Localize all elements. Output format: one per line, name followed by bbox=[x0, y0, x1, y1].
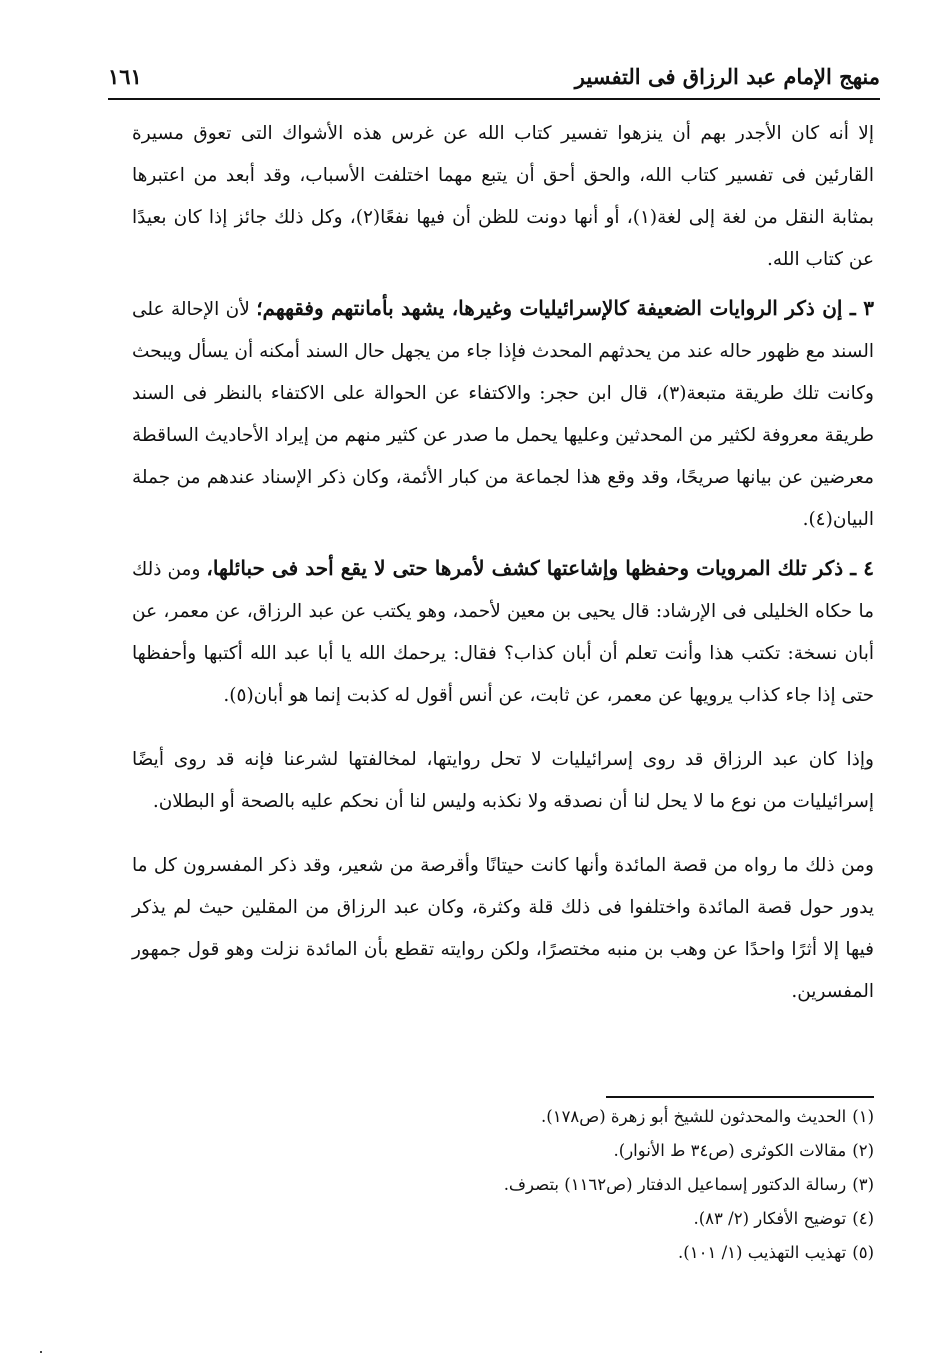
footnote-text: رسالة الدكتور إسماعيل الدفتار (ص١١٦٢) بتصرف. bbox=[503, 1175, 847, 1194]
footnote-text: تهذيب التهذيب (١/ ١٠١). bbox=[678, 1243, 847, 1262]
footnote-3 bbox=[132, 1168, 874, 1202]
footnote-1 bbox=[132, 1100, 874, 1134]
footnote-text: مقالات الكوثرى (ص٣٤ ط الأنوار). bbox=[613, 1141, 847, 1160]
footnote-text: توضيح الأفكار (٢/ ٨٣). bbox=[693, 1209, 847, 1228]
point-3-heading: ٣ ـ إن ذكر الروايات الضعيفة كالإسرائيليات وغيرها، يشهد بأمانتهم وفقههم؛ bbox=[256, 296, 874, 320]
paragraph-maidah: ومن ذلك ما رواه من قصة المائدة وأنها كانت حيتانًا وأقرصة من شعير، وقد ذكر المفسرون كل ما يدور حول قصة المائدة واختلفوا فى ذلك قلة وكثرة، وكان عبد الرزاق من المقلين حيث لم يذكر فيها إلا أثرًا واحدًا عن وهب بن منبه مختصرًا، ولكن روايته تقطع بأن المائدة نزلت وهو قول جمهور المفسرين. bbox=[132, 855, 874, 1002]
footnote-rule bbox=[606, 1096, 874, 1098]
footnotes bbox=[132, 1100, 874, 1270]
footnote-text: الحديث والمحدثون للشيخ أبو زهرة (ص١٧٨). bbox=[541, 1107, 847, 1126]
footnote-4 bbox=[132, 1202, 874, 1236]
header-rule bbox=[108, 98, 880, 100]
point-4-paragraph bbox=[132, 547, 874, 717]
footnote-number: (١) bbox=[852, 1107, 874, 1126]
scan-speck bbox=[40, 1351, 42, 1353]
footnote-number: (٣) bbox=[852, 1175, 874, 1194]
page-number: ١٦١ bbox=[108, 63, 142, 89]
paragraph-1: إلا أنه كان الأجدر بهم أن ينزهوا تفسير كتاب الله عن غرس هذه الأشواك التى تعوق مسيرة القارئين فى تفسير كتاب الله، والحق أحق أن يتبع مهما اختلفت الأسباب، وقد أبعد من اعتبرها بمثابة النقل من لغة إلى لغة(١)، أو أنها دونت للظن أن فيها نفعًا(٢)، وكل ذلك جائز إذا كان بعيدًا عن كتاب الله. bbox=[132, 123, 874, 270]
running-title: منهج الإمام عبد الرزاق فى التفسير bbox=[574, 63, 880, 89]
footnote-5 bbox=[132, 1236, 874, 1270]
point-4-heading: ٤ ـ ذكر تلك المرويات وحفظها وإشاعتها كشف لأمرها حتى لا يقع أحد فى حبائلها، bbox=[206, 556, 874, 580]
body-text bbox=[132, 113, 874, 1013]
point-4-body: ومن ذلك ما حكاه الخليلى فى الإرشاد: قال يحيى بن معين لأحمد، وهو يكتب عن عبد الرزاق، عن معمر، عن أبان نسخة: تكتب هذا وأنت تعلم أن أبان كذاب؟ فقال: يرحمك الله يا أبا عبد الله أكتبها وأحفظها حتى إذا جاء كذاب يرويها عن معمر، عن ثابت، عن أنس أقول له كذبت إنما هو أبان(٥). bbox=[132, 559, 874, 706]
footnote-number: (٢) bbox=[852, 1141, 874, 1160]
point-3-paragraph bbox=[132, 287, 874, 541]
footnote-number: (٥) bbox=[852, 1243, 874, 1262]
point-3-body: لأن الإحالة على السند مع ظهور حاله عند من يحدثهم المحدث فإذا جاء من يجهل حال السند أمكنه أن يسأل ويبحث وكانت تلك طريقة متبعة(٣)، قال ابن حجر: والاكتفاء عن الحوالة على الاكتفاء بالنظر فى السند طريقة معروفة لكثير من المحدثين وعليها يحمل ما صدر عن كثير منهم من إيراد الأحاديث الساقطة معرضين عن بيانها صريحًا، وقد وقع هذا لجماعة من كبار الأئمة، وكان ذكر الإسناد عندهم من جملة البيان(٤). bbox=[132, 299, 874, 530]
footnote-2 bbox=[132, 1134, 874, 1168]
paragraph-israiliyyat: وإذا كان عبد الرزاق قد روى إسرائيليات لا تحل روايتها، لمخالفتها لشرعنا فإنه قد روى أيضًا إسرائيليات من نوع ما لا يحل لنا أن نصدقه ولا نكذبه وليس لنا أن نحكم عليه بالصحة أو البطلان. bbox=[132, 749, 874, 812]
footnote-number: (٤) bbox=[852, 1209, 874, 1228]
running-header bbox=[108, 58, 880, 94]
